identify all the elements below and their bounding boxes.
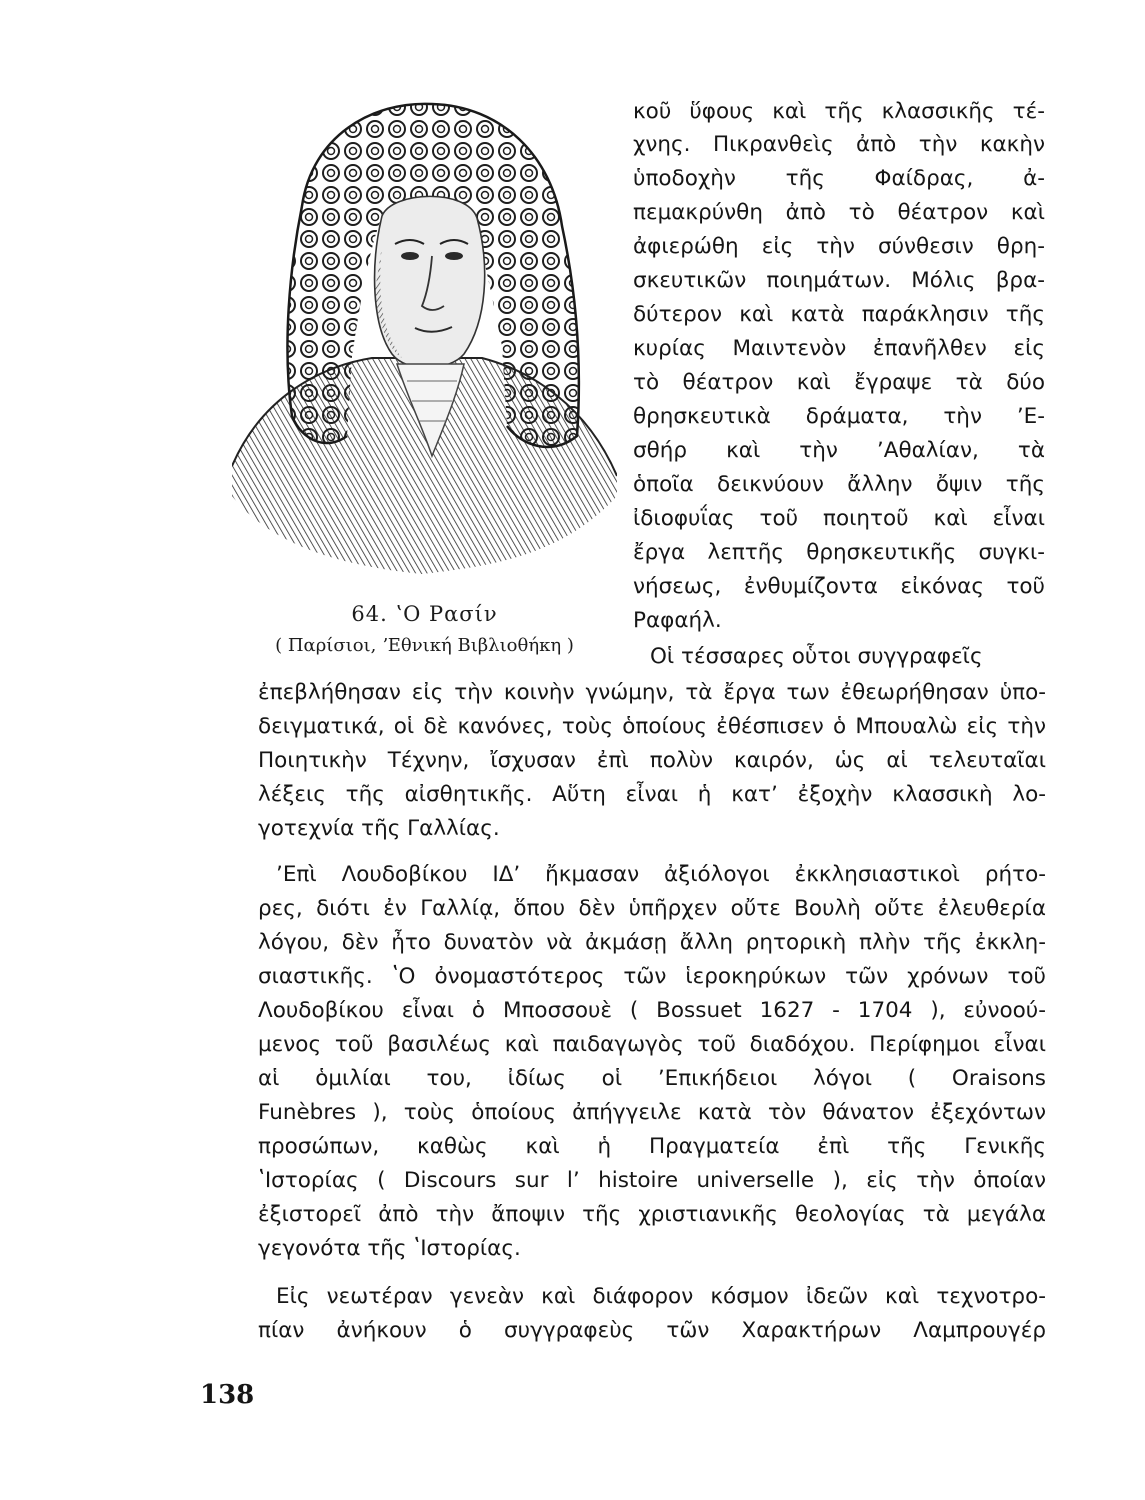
text-line: προσώπων, καθὼς καὶ ἡ Πραγματεία ἐπὶ τῆς Γενικῆς bbox=[258, 1134, 1046, 1159]
text-line: νήσεως, ἐνθυμίζοντα εἰκόνας τοῦ bbox=[633, 574, 1045, 599]
text-line: δύτερον καὶ κατὰ παράκλησιν τῆς bbox=[633, 302, 1045, 327]
text-line: ἐπεβλήθησαν εἰς τὴν κοινὴν γνώμην, τὰ ἔργα των ἐθεωρήθησαν ὑπο- bbox=[258, 680, 1046, 705]
text-line: ἰδιοφυΐας τοῦ ποιητοῦ καὶ εἶναι bbox=[633, 506, 1045, 531]
portrait-engraving bbox=[232, 96, 617, 586]
text-line: Εἰς νεωτέραν γενεὰν καὶ διάφορον κόσμον ἰδεῶν καὶ τεχνοτρο- bbox=[276, 1284, 1046, 1309]
text-line: σκευτικῶν ποιημάτων. Μόλις βρα- bbox=[633, 268, 1045, 293]
text-line: ἐξιστορεῖ ἀπὸ τὴν ἄποψιν τῆς χριστιανικῆς θεολογίας τὰ μεγάλα bbox=[258, 1202, 1046, 1227]
text-line: γοτεχνία τῆς Γαλλίας. bbox=[258, 816, 500, 841]
text-line: ὁποῖα δεικνύουν ἄλλην ὄψιν τῆς bbox=[633, 472, 1045, 497]
text-line: ἔργα λεπτῆς θρησκευτικῆς συγκι- bbox=[633, 540, 1045, 565]
text-line: Funèbres ), τοὺς ὁποίους ἀπήγγειλε κατὰ τὸν θάνατον ἐξεχόντων bbox=[258, 1100, 1046, 1125]
text-line: λόγου, δὲν ἦτο δυνατὸν νὰ ἀκμάσῃ ἄλλη ρητορικὴ πλὴν τῆς ἐκκλη- bbox=[258, 930, 1046, 955]
text-line: κοῦ ὕφους καὶ τῆς κλασσικῆς τέ- bbox=[633, 99, 1045, 124]
text-line: Οἱ τέσσαρες οὗτοι συγγραφεῖς bbox=[650, 644, 983, 669]
text-line: κυρίας Μαιντενὸν ἐπανῆλθεν εἰς bbox=[633, 336, 1045, 361]
text-line: πίαν ἀνήκουν ὁ συγγραφεὺς τῶν Χαρακτήρων Λαμπρουγέρ bbox=[258, 1318, 1046, 1343]
text-line: πεμακρύνθη ἀπὸ τὸ θέατρον καὶ bbox=[633, 200, 1045, 225]
figure-caption bbox=[232, 600, 617, 660]
text-line: λέξεις τῆς αἰσθητικῆς. Αὕτη εἶναι ἡ κατʼ ἐξοχὴν κλασσικὴ λο- bbox=[258, 782, 1046, 807]
page-number: 138 bbox=[200, 1380, 255, 1410]
text-line: Ραφαήλ. bbox=[633, 608, 722, 633]
text-line: σιαστικῆς. ʽΟ ὀνομαστότερος τῶν ἱεροκηρύκων τῶν χρόνων τοῦ bbox=[258, 964, 1046, 989]
text-line: θρησκευτικὰ δράματα, τὴν ʼΕ- bbox=[633, 404, 1045, 429]
text-line: γεγονότα τῆς ʽΙστορίας. bbox=[258, 1236, 521, 1261]
text-line: Λουδοβίκου εἶναι ὁ Μποσσουὲ ( Bossuet 1627 - 1704 ), εὐνοού- bbox=[258, 998, 1046, 1023]
text-line: μενος τοῦ βασιλέως καὶ παιδαγωγὸς τοῦ διαδόχου. Περίφημοι εἶναι bbox=[258, 1032, 1046, 1057]
caption-source: ( Παρίσιοι, ʼΕθνική Βιβλιοθήκη ) bbox=[275, 635, 574, 656]
text-line: ʼΕπὶ Λουδοβίκου ΙΔʼ ἤκμασαν ἀξιόλογοι ἐκκλησιαστικοὶ ρήτο- bbox=[276, 862, 1046, 887]
caption-title: 64. ʽΟ Ρασίν bbox=[351, 602, 498, 626]
text-line: δειγματικά, οἱ δὲ κανόνες, τοὺς ὁποίους ἐθέσπισεν ὁ Μπουαλὼ εἰς τὴν bbox=[258, 714, 1046, 739]
text-line: Ποιητικὴν Τέχνην, ἴσχυσαν ἐπὶ πολὺν καιρόν, ὡς αἱ τελευταῖαι bbox=[258, 748, 1046, 773]
text-line: ἀφιερώθη εἰς τὴν σύνθεσιν θρη- bbox=[633, 234, 1045, 259]
text-line: αἱ ὁμιλίαι του, ἰδίως οἱ ʼΕπικήδειοι λόγοι ( Oraisons bbox=[258, 1066, 1046, 1091]
text-line: ʽΙστορίας ( Discours sur l’ histoire universelle ), εἰς τὴν ὁποίαν bbox=[258, 1168, 1046, 1193]
text-line: τὸ θέατρον καὶ ἔγραψε τὰ δύο bbox=[633, 370, 1045, 395]
text-line: σθήρ καὶ τὴν ʼΑθαλίαν, τὰ bbox=[633, 438, 1045, 463]
text-line: χνης. Πικρανθεὶς ἀπὸ τὴν κακὴν bbox=[633, 132, 1045, 157]
text-line: ρες, διότι ἐν Γαλλίᾳ, ὅπου δὲν ὑπῆρχεν οὔτε Βουλὴ οὔτε ἐλευθερία bbox=[258, 896, 1046, 921]
text-line: ὑποδοχὴν τῆς Φαίδρας, ἀ- bbox=[633, 166, 1045, 191]
